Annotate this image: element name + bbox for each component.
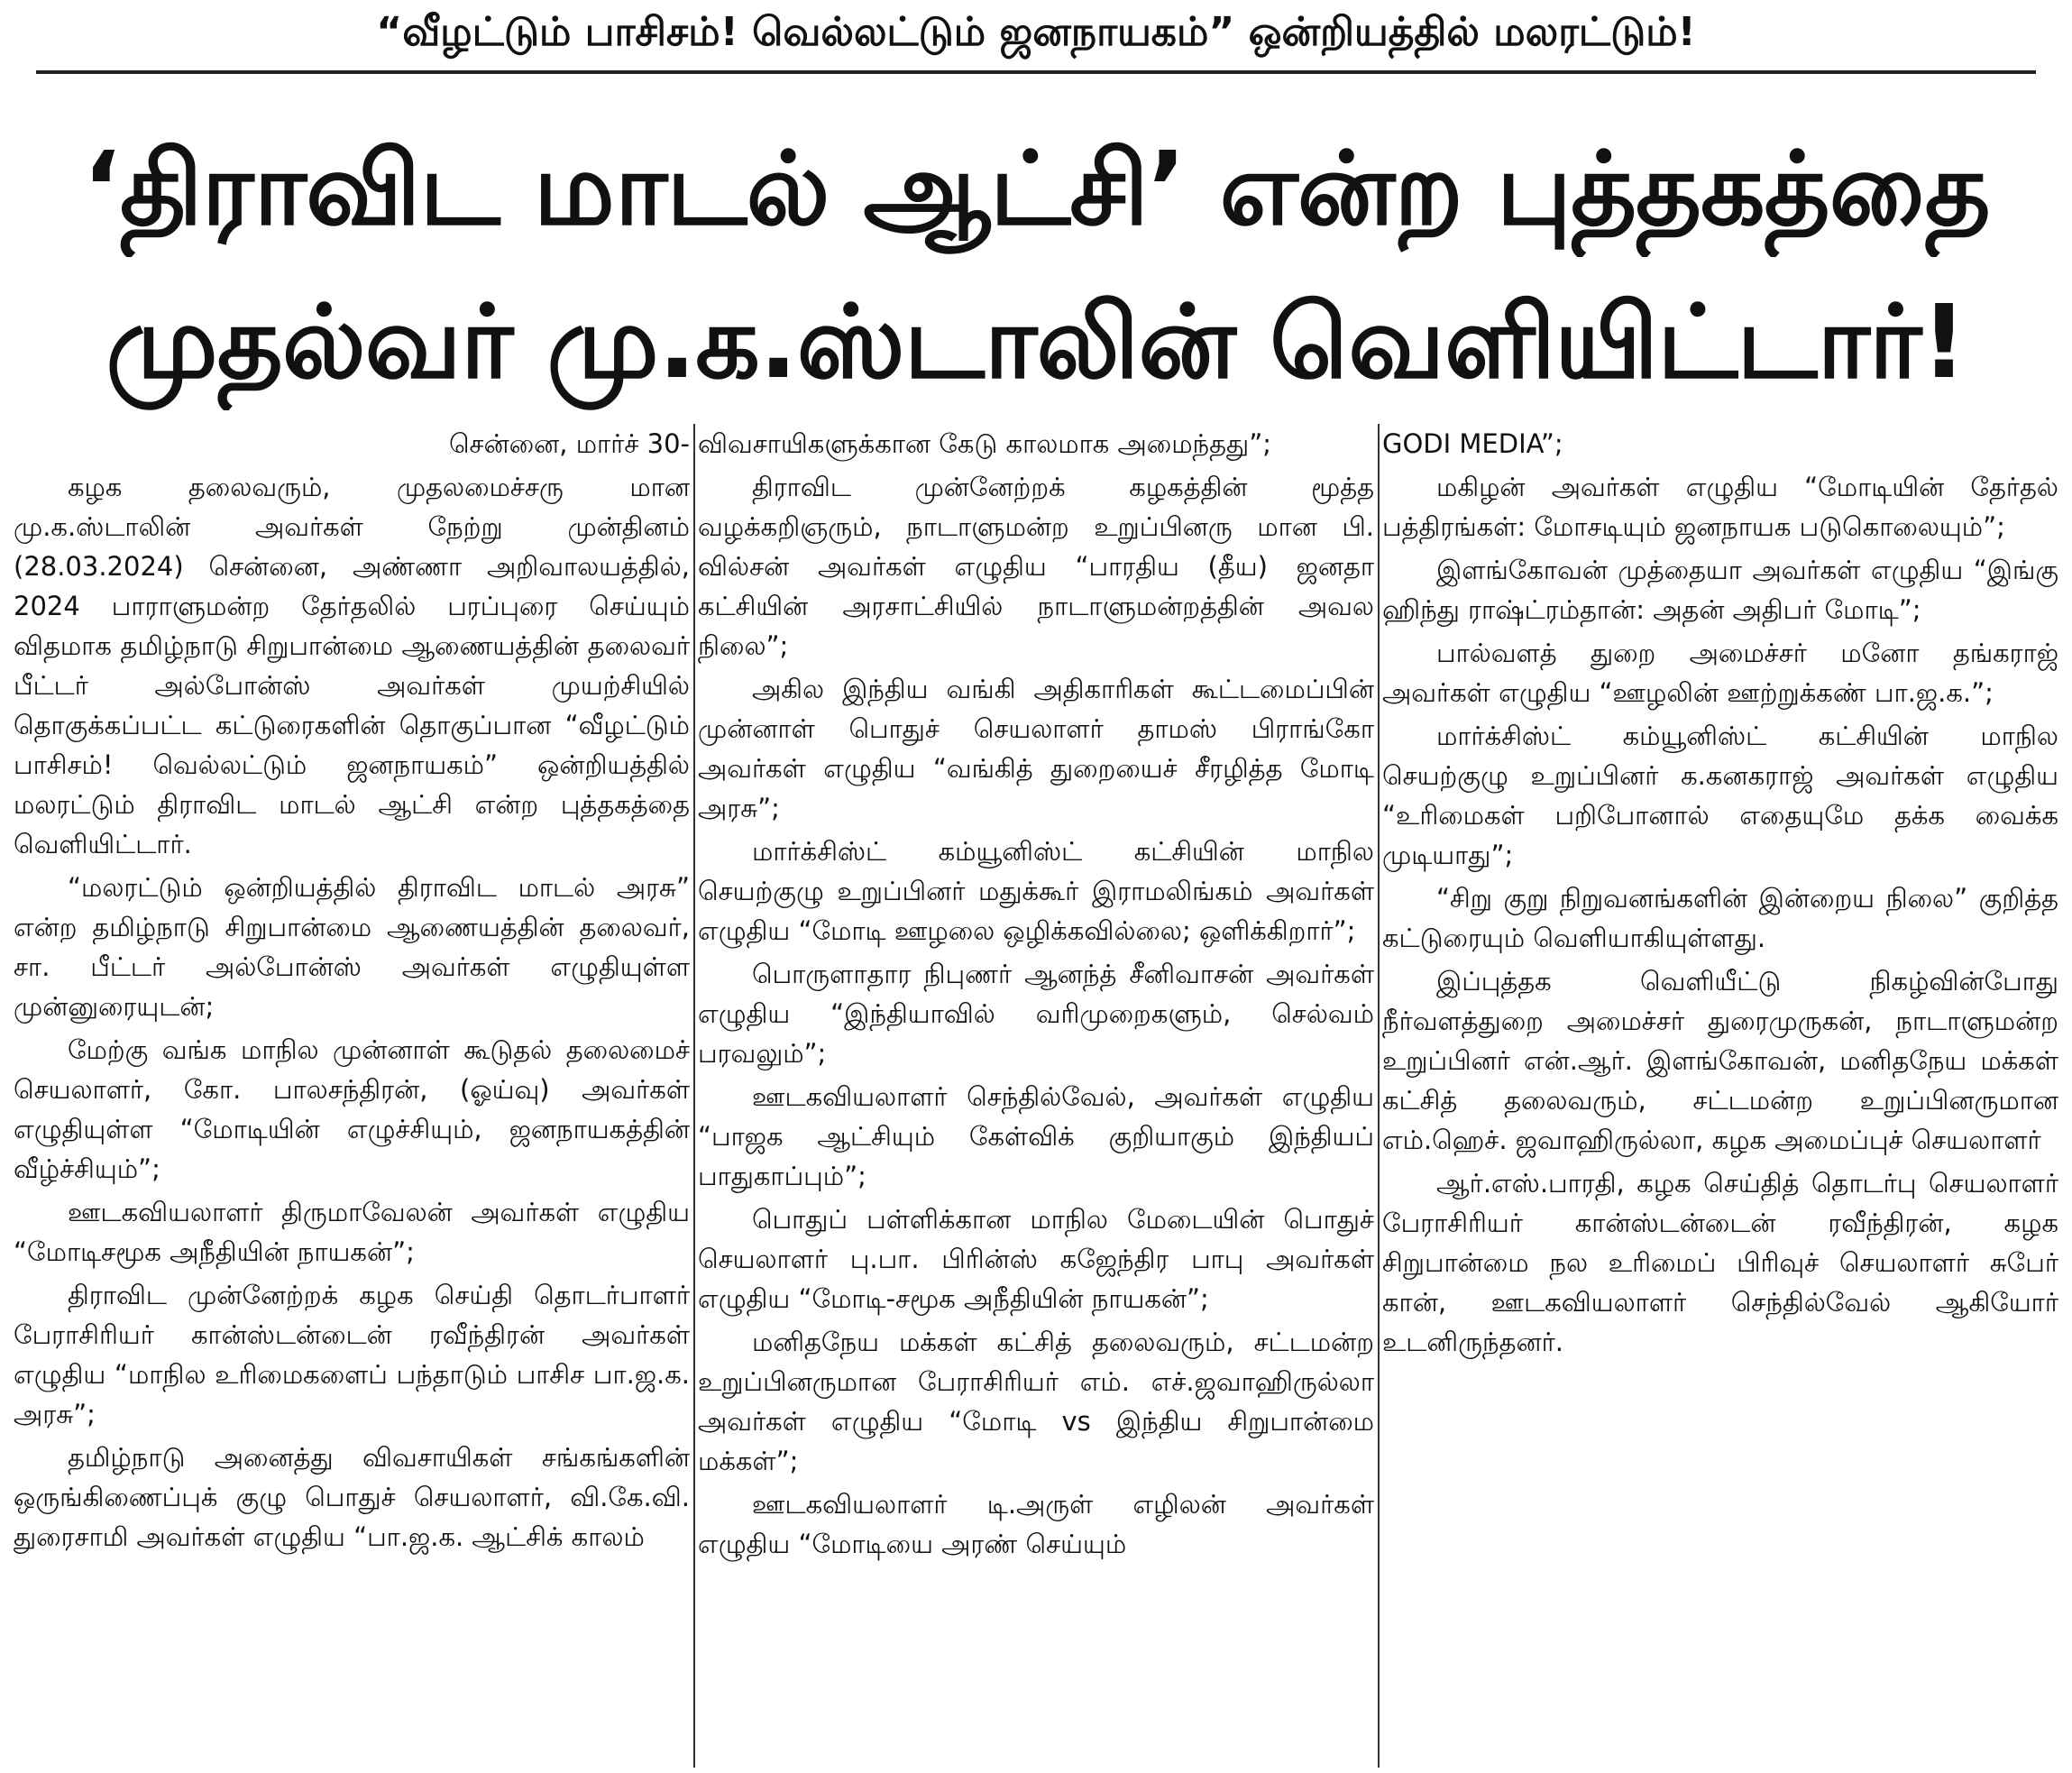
paragraph: அகில இந்திய வங்கி அதிகாரிகள் கூட்டமைப்பின் முன்னாள் பொதுச் செயலாளர் தாமஸ் பிராங்கோ அவர்கள் எழுதிய “வங்கித் துறையைச் சீரழித்த மோடி அரசு”; [698,674,1374,823]
paragraph: “சிறு குறு நிறுவனங்களின் இன்றைய நிலை” குறித்த கட்டுரையும் வெளியாகியுள்ளது. [1382,883,2058,953]
paragraph: பால்வளத் துறை அமைச்சர் மனோ தங்கராஜ் அவர்கள் எழுதிய “ஊழலின் ஊற்றுக்கண் பா.ஜ.க.”; [1382,638,2058,708]
article-body [14,424,2058,1768]
paragraph: “மலரட்டும் ஒன்றியத்தில் திராவிட மாடல் அரசு” என்ற தமிழ்நாடு சிறுபான்மை ஆணையத்தின் தலைவர், சா. பீட்டர் அல்போன்ஸ் அவர்கள் எழுதியுள்ள முன்னுரையுடன்; [14,872,690,1022]
paragraph: ஊடகவியலாளர் டி.அருள் எழிலன் அவர்கள் எழுதிய “மோடியை அரண் செய்யும் [698,1489,1374,1559]
column-divider [1378,424,1380,1768]
paragraph: மனிதநேய மக்கள் கட்சித் தலைவரும், சட்டமன்ற உறுப்பினருமான பேராசிரியர் எம். எச்.ஜவாஹிருல்லா அவர்கள் எழுதிய “மோடி vs இந்திய சிறுபான்மை மக்கள்”; [698,1327,1374,1476]
article-column-1 [14,424,690,1768]
paragraph: பொதுப் பள்ளிக்கான மாநில மேடையின் பொதுச் செயலாளர் பு.பா. பிரின்ஸ் கஜேந்திர பாபு அவர்கள் எழுதிய “மோடி-சமூக அநீதியின் நாயகன்”; [698,1204,1374,1314]
headline-line-1: ‘திராவிட மாடல் ஆட்சி’ என்ற புத்தகத்தை [82,131,1990,248]
headline-line-2: முதல்வர் மு.க.ஸ்டாலின் வெளியிட்டார்! [105,284,1967,401]
dateline: சென்னை, மார்ச் 30- [448,428,690,459]
paragraph: விவசாயிகளுக்கான கேடு காலமாக அமைந்தது”; [698,428,1271,459]
paragraph: மேற்கு வங்க மாநில முன்னாள் கூடுதல் தலைமைச் செயலாளர், கோ. பாலசந்திரன், (ஓய்வு) அவர்கள் எழுதியுள்ள “மோடியின் எழுச்சியும், ஜனநாயகத்தின் வீழ்ச்சியும்”; [14,1034,690,1184]
paragraph: ஆர்.எஸ்.பாரதி, கழக செய்தித் தொடர்பு செயலாளர் பேராசிரியர் கான்ஸ்டன்டைன் ரவீந்திரன், கழக சிறுபான்மை நல உரிமைப் பிரிவுச் செயலாளர் சுபேர் கான், ஊடகவியலாளர் செந்தில்வேல் ஆகியோர் உடனிருந்தனர். [1382,1168,2058,1357]
paragraph: பொருளாதார நிபுணர் ஆனந்த் சீனிவாசன் அவர்கள் எழுதிய “இந்தியாவில் வரிமுறைகளும், செல்வம் பரவலும்”; [698,959,1374,1069]
paragraph: ஊடகவியலாளர் செந்தில்வேல், அவர்கள் எழுதிய “பாஜக ஆட்சியும் கேள்விக் குறியாகும் இந்தியப் பாதுகாப்பும்”; [698,1081,1374,1191]
paragraph: திராவிட முன்னேற்றக் கழக செய்தி தொடர்பாளர் பேராசிரியர் கான்ஸ்டன்டைன் ரவீந்திரன் அவர்கள் எழுதிய “மாநில உரிமைகளைப் பந்தாடும் பாசிச பா.ஜ.க. அரசு”; [14,1280,690,1429]
paragraph: GODI MEDIA”; [1382,428,1563,459]
paragraph: இளங்கோவன் முத்தையா அவர்கள் எழுதிய “இங்கு ஹிந்து ராஷ்ட்ரம்தான்: அதன் அதிபர் மோடி”; [1382,555,2058,625]
column-divider [693,424,695,1768]
paragraph: மகிழன் அவர்கள் எழுதிய “மோடியின் தேர்தல் பத்திரங்கள்: மோசடியும் ஜனநாயக படுகொலையும்”; [1382,472,2058,542]
kicker-line: “வீழட்டும் பாசிசம்! வெல்லட்டும் ஜனநாயகம்” ஒன்றியத்தில் மலரட்டும்! [376,9,1696,55]
paragraph: கழக தலைவரும், முதலமைச்சரு மான மு.க.ஸ்டாலின் அவர்கள் நேற்று முன்தினம் (28.03.2024) சென்னை, அண்ணா அறிவாலயத்தில், 2024 பாராளுமன்ற தேர்தலில் பரப்புரை செய்யும் விதமாக தமிழ்நாடு சிறுபான்மை ஆணையத்தின் தலைவர் பீட்டர் அல்போன்ஸ் அவர்கள் முயற்சியில் தொகுக்கப்பட்ட கட்டுரைகளின் தொகுப்பான “வீழட்டும் பாசிசம்! வெல்லட்டும் ஜனநாயகம்” ஒன்றியத்தில் மலரட்டும் திராவிட மாடல் ஆட்சி என்ற புத்தகத்தை வெளியிட்டார். [14,472,690,859]
paragraph: மார்க்சிஸ்ட் கம்யூனிஸ்ட் கட்சியின் மாநில செயற்குழு உறுப்பினர் க.கனகராஜ் அவர்கள் எழுதிய “உரிமைகள் பறிபோனால் எதையுமே தக்க வைக்க முடியாது”; [1382,721,2058,870]
paragraph: தமிழ்நாடு அனைத்து விவசாயிகள் சங்கங்களின் ஒருங்கிணைப்புக் குழு பொதுச் செயலாளர், வி.கே.வி. துரைசாமி அவர்கள் எழுதிய “பா.ஜ.க. ஆட்சிக் காலம் [14,1442,690,1552]
paragraph: இப்புத்தக வெளியீட்டு நிகழ்வின்போது நீர்வளத்துறை அமைச்சர் துரைமுருகன், நாடாளுமன்ற உறுப்பினர் என்.ஆர். இளங்கோவன், மனிதநேய மக்கள் கட்சித் தலைவரும், சட்டமன்ற உறுப்பினருமான எம்.ஹெச். ஜவாஹிருல்லா, கழக அமைப்புச் செயலாளர் [1382,966,2058,1155]
paragraph: ஊடகவியலாளர் திருமாவேலன் அவர்கள் எழுதிய “மோடிசமூக அநீதியின் நாயகன்”; [14,1197,690,1267]
paragraph: மார்க்சிஸ்ட் கம்யூனிஸ்ட் கட்சியின் மாநில செயற்குழு உறுப்பினர் மதுக்கூர் இராமலிங்கம் அவர்கள் எழுதிய “மோடி ஊழலை ஒழிக்கவில்லை; ஒளிக்கிறார்”; [698,836,1374,946]
kicker-rule [36,70,2036,74]
article-column-2 [698,424,1374,1768]
article-column-3 [1382,424,2058,1768]
paragraph: திராவிட முன்னேற்றக் கழகத்தின் மூத்த வழக்கறிஞரும், நாடாளுமன்ற உறுப்பினரு மான பி. வில்சன் அவர்கள் எழுதிய “பாரதிய (தீய) ஜனதா கட்சியின் அரசாட்சியில் நாடாளுமன்றத்தின் அவல நிலை”; [698,472,1374,661]
